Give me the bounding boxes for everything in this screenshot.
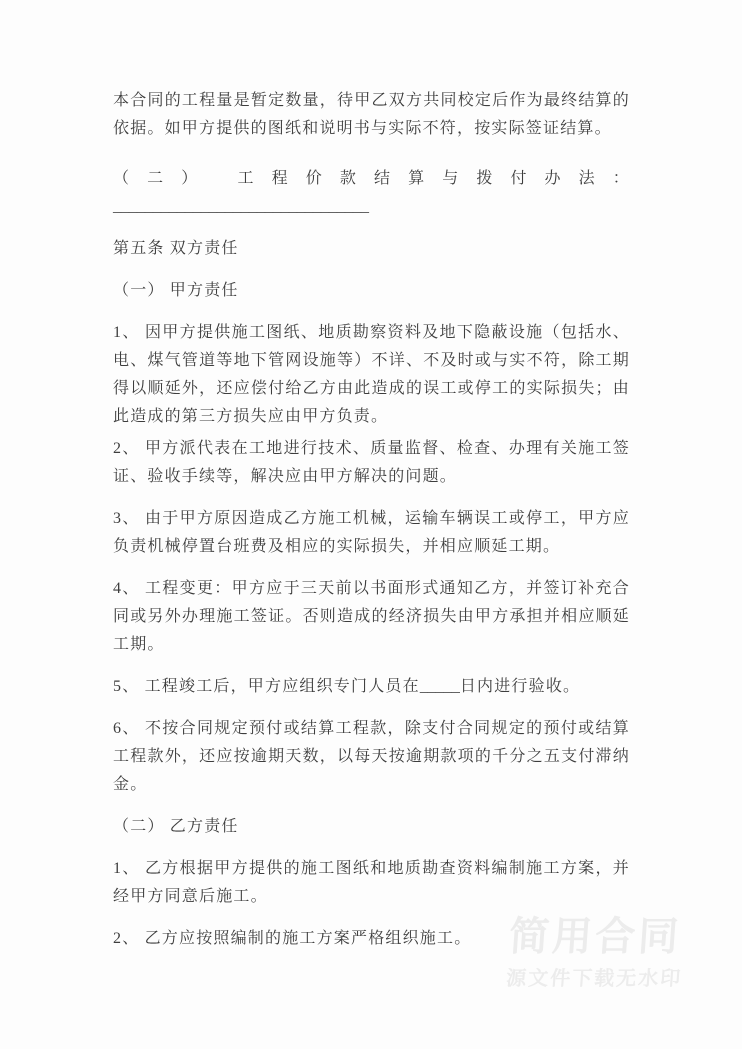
heading-article-5: 第五条 双方责任 [113, 240, 239, 257]
heading-party-a-duties: （一） 甲方责任 [113, 282, 239, 299]
heading-party-b-duties: （二） 乙方责任 [113, 818, 239, 835]
clause-payment-method-label: （二） 工程价款结算与拨付办法： [113, 170, 630, 187]
party-a-duty-5 [113, 673, 630, 701]
watermark-subtitle: 源文件下载无水印 [505, 968, 683, 990]
fill-in-blank-payment-method: ________________________________ [113, 198, 369, 215]
party-a-duty-4: 4、 工程变更：甲方应于三天前以书面形式通知乙方，并签订补充合同或另外办理施工签证。否则造成的经济损失由甲方承担并相应顺延工期。 [113, 580, 630, 653]
party-a-duty-1: 1、 因甲方提供施工图纸、地质勘察资料及地下隐蔽设施（包括水、电、煤气管道等地下管网设施等）不详、不及时或与实不符，除工期得以顺延外，还应偿付给乙方由此造成的误工或停工的实际损失；由此造成的第三方损失应由甲方负责。 [113, 324, 630, 425]
party-a-duty-6: 6、 不按合同规定预付或结算工程款，除支付合同规定的预付或结算工程款外，还应按逾期天数，以每天按逾期款项的千分之五支付滞纳金。 [113, 720, 630, 793]
party-a-duty-5-post: 日内进行验收。 [459, 678, 581, 695]
party-b-duty-2: 2、 乙方应按照编制的施工方案严格组织施工。 [113, 930, 472, 947]
party-a-duty-3: 3、 由于甲方原因造成乙方施工机械，运输车辆误工或停工，甲方应负责机械停置台班费及相应的实际损失，并相应顺延工期。 [113, 510, 630, 555]
fill-in-blank-acceptance-days: _____ [419, 678, 460, 695]
party-b-duty-1: 1、 乙方根据甲方提供的施工图纸和地质勘查资料编制施工方案，并经甲方同意后施工。 [113, 860, 630, 905]
watermark [505, 917, 686, 989]
clause-payment-method [113, 165, 630, 221]
party-a-duty-2: 2、 甲方派代表在工地进行技术、质量监督、检查、办理有关施工签证、验收手续等，解决应由甲方解决的问题。 [113, 440, 630, 485]
party-a-duty-5-pre: 5、 工程竣工后，甲方应组织专门人员在 [113, 678, 420, 695]
contract-body [113, 87, 630, 967]
watermark-title: 简用合同 [507, 915, 683, 959]
clause-workload-settlement-note: 本合同的工程量是暂定数量，待甲乙双方共同校定后作为最终结算的依据。如甲方提供的图纸和说明书与实际不符，按实际签证结算。 [113, 92, 630, 137]
